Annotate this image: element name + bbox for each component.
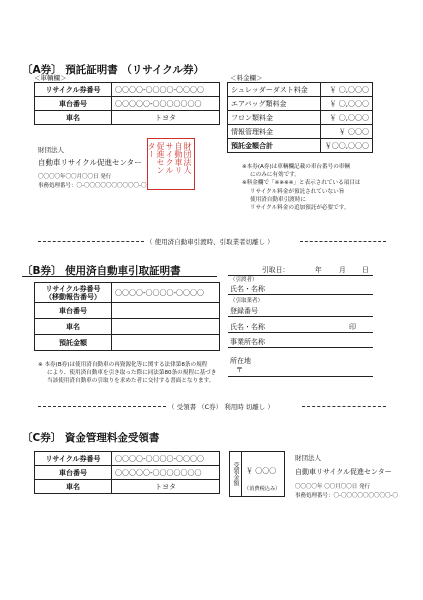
location-label: 所在地 <box>230 357 251 365</box>
title-underline <box>22 276 217 277</box>
table-row <box>35 97 220 111</box>
office-name-line <box>228 347 373 348</box>
row-label: 車台番号 <box>35 97 112 111</box>
table-row <box>228 97 373 111</box>
row-value: トヨタ <box>112 111 220 125</box>
table-row <box>35 480 220 494</box>
note-line: 使用済自動車引渡時に <box>250 196 306 203</box>
section-c-title: 〔C券〕 資金管理料金受領書 <box>22 432 160 444</box>
location-line <box>228 376 373 377</box>
organization-seal <box>147 138 195 190</box>
issue-date: 〇〇〇〇年〇〇月〇〇日 発行 <box>38 174 112 180</box>
tax-note: （消費税込み） <box>244 486 281 492</box>
row-value: 〇〇〇〇-〇〇〇〇-〇〇〇〇 <box>112 83 220 97</box>
fee-total-value: ￥〇〇,〇〇〇 <box>321 139 373 153</box>
fee-label: フロン類料金 <box>228 111 321 125</box>
note-line: により、使用済自動車を引き取った際に同法第80条の規程に基づき <box>47 370 217 377</box>
cut-line <box>302 406 386 407</box>
row-value <box>112 335 220 351</box>
table-row <box>35 319 220 335</box>
row-label: リサイクル券番号 <box>35 83 112 97</box>
section-a-vehicle-table <box>34 82 220 125</box>
fee-value: ￥ 〇,〇〇〇 <box>321 83 373 97</box>
section-a-fee-table <box>227 82 373 153</box>
fee-header: ＜料金欄＞ <box>230 74 263 82</box>
row-label: 車名 <box>35 319 112 335</box>
reg-no-label: 登録番号 <box>230 307 258 315</box>
seal-text: 自動車リ <box>174 142 183 174</box>
section-b-notes <box>38 361 216 386</box>
receipt-date-label: 引取日： <box>262 266 290 274</box>
cut-line <box>300 241 386 242</box>
row-value: 〇〇〇〇〇-〇〇〇〇〇〇〇 <box>112 97 220 111</box>
row-label: 車名 <box>35 480 112 494</box>
vehicle-header: ＜車輌欄＞ <box>34 74 67 82</box>
postal-mark: 〒 <box>236 366 243 374</box>
row-label: 預託金額 <box>35 335 112 351</box>
receipt-year: 年 <box>315 266 322 274</box>
seal-text: ター <box>147 142 156 158</box>
receiver-name-line <box>228 332 373 333</box>
cut-line-label: （ 受領書 （C券） 利用時 切離し ） <box>168 403 274 411</box>
office-number: 事務処理番号：〇-〇〇〇〇〇〇〇〇〇〇-〇 <box>38 183 147 189</box>
table-row <box>228 111 373 125</box>
receipt-month: 月 <box>339 266 346 274</box>
table-row <box>35 111 220 125</box>
issuer-org-name: 自動車リサイクル促進センター <box>295 468 392 476</box>
receiver-header: （引取業者） <box>230 298 264 304</box>
row-value: 〇〇〇〇〇-〇〇〇〇〇〇〇 <box>112 466 220 480</box>
fee-box-value: ￥ 〇〇〇 <box>246 467 277 475</box>
fee-total-label: 預託金額合計 <box>228 139 321 153</box>
row-value: 〇〇〇〇-〇〇〇〇-〇〇〇〇 <box>112 283 220 303</box>
row-value <box>112 319 220 335</box>
note-line: 当該使用済自動車の引取りを求めた者に交付する書面となります。 <box>47 378 215 385</box>
row-label: 車台番号 <box>35 466 112 480</box>
fee-value: ￥ 〇,〇〇〇 <box>321 111 373 125</box>
row-label: 車名 <box>35 111 112 125</box>
note-line: ※料金欄で「※※※※」と表示されている項目は <box>242 180 361 187</box>
table-row <box>35 335 220 351</box>
row-label-line2: （移動報告番号） <box>45 292 101 301</box>
holder-name-line <box>228 294 373 295</box>
section-a-title: 〔A券〕 預託証明書 （リサイクル券） <box>22 64 204 76</box>
table-row <box>228 125 373 139</box>
cut-line <box>38 241 144 242</box>
row-label-line1: リサイクル券番号 <box>45 284 101 293</box>
fee-value: ￥ 〇〇〇 <box>321 125 373 139</box>
section-c-table <box>34 451 220 494</box>
table-row <box>35 283 220 303</box>
table-row <box>35 303 220 319</box>
note-line: にのみに有効です。 <box>250 172 300 179</box>
issue-date: 〇〇〇〇年 〇〇月〇〇日 発行 <box>295 484 370 490</box>
fee-label: シュレッダーダスト料金 <box>228 83 321 97</box>
fee-value: ￥ 〇,〇〇〇 <box>321 97 373 111</box>
receipt-day: 日 <box>362 266 369 274</box>
table-row <box>35 83 220 97</box>
row-label: 車台番号 <box>35 303 112 319</box>
note-line: ※本券(A券)は車輌欄記載の車台番号の車輌 <box>242 164 350 170</box>
receiver-name-label: 氏名・名称 <box>230 323 265 331</box>
note-line: リサイクル料金が預託されていない旨 <box>250 188 345 195</box>
seal-mark: 印 <box>349 323 356 331</box>
cut-line-label: （ 使用済自動車引渡時、引取業者切離し ） <box>146 238 274 246</box>
section-a-notes <box>242 163 361 212</box>
holder-name-label: 氏名・名称 <box>230 285 265 293</box>
table-row <box>35 452 220 466</box>
row-label: リサイクル券番号 <box>35 452 112 466</box>
reg-no-line <box>228 316 373 317</box>
table-row <box>228 139 373 153</box>
holder-header: （引渡者） <box>230 277 258 283</box>
office-name-label: 事業所名称 <box>230 338 265 346</box>
office-number: 事務処理番号：〇-〇〇〇〇〇〇〇〇〇-〇 <box>295 493 398 499</box>
table-row <box>228 83 373 97</box>
seal-text: 財団法人 <box>183 142 192 174</box>
row-label <box>35 283 112 303</box>
section-b-title: 〔B券〕 使用済自動車引取証明書 <box>22 265 181 277</box>
table-row <box>35 466 220 480</box>
fee-box-label: 受領金額 <box>230 452 242 496</box>
cut-line <box>38 406 166 407</box>
fee-box <box>229 451 285 497</box>
note-line: ※ 本券(B券)は使用済自動車の再資源化等に関する法律第8条の規程 <box>38 362 208 368</box>
fee-label: 情報管理料金 <box>228 125 321 139</box>
row-value <box>112 303 220 319</box>
row-value: トヨタ <box>112 480 220 494</box>
section-b-table <box>34 282 220 351</box>
seal-text: サイクル <box>165 142 174 174</box>
note-line: リサイクル料金の追加預託が必要です。 <box>250 205 350 212</box>
issuer-org-type: 財団法人 <box>38 146 64 154</box>
issuer-org-name: 自動車リサイクル促進センター <box>38 158 142 167</box>
fee-label: エアバッグ類料金 <box>228 97 321 111</box>
seal-text: 促進セン <box>156 142 165 174</box>
issuer-org-type: 財団法人 <box>295 454 321 462</box>
row-value: 〇〇〇〇-〇〇〇〇-〇〇〇〇 <box>112 452 220 466</box>
